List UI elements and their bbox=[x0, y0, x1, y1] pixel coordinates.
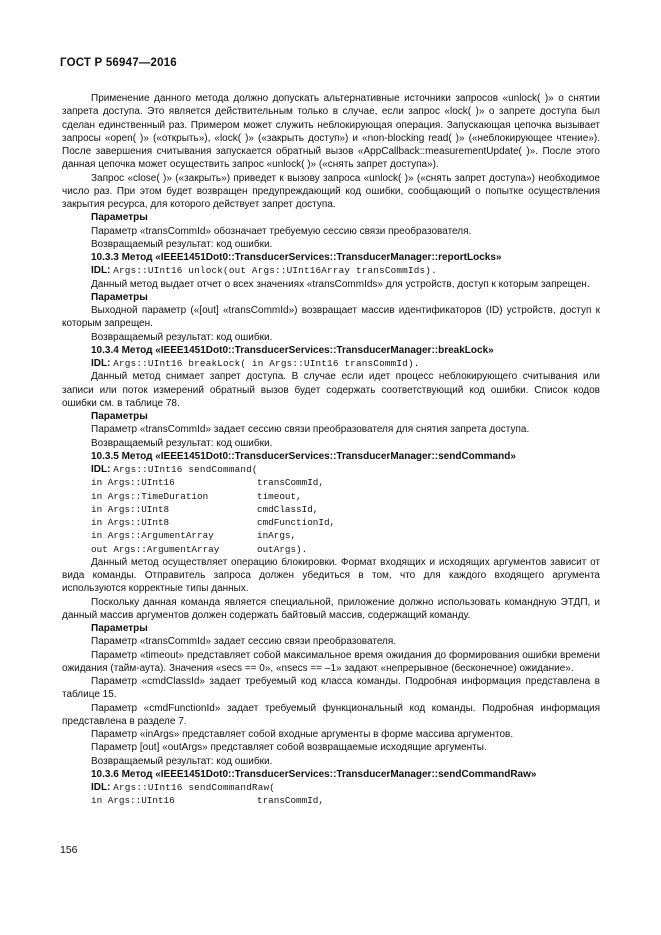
code-arg-line bbox=[62, 529, 600, 542]
code-arg-name: cmdFunctionId, bbox=[257, 517, 336, 528]
section-heading: Параметры bbox=[91, 623, 148, 634]
idl-line bbox=[62, 781, 600, 794]
code-arg-name: cmdClassId, bbox=[257, 503, 319, 515]
paragraph: Возвращаемый результат: код ошибки. bbox=[91, 331, 273, 343]
code-arg-line bbox=[62, 794, 600, 807]
code-arg-line bbox=[62, 476, 600, 489]
paragraph: Параметр [out] «outArgs» представляет собой возвращаемые исходящие аргументы. bbox=[91, 742, 487, 754]
idl-code: Args::UInt16 sendCommand( bbox=[113, 464, 258, 475]
paragraph: Параметр «inArgs» представляет собой входные аргументы в форме массива аргументов. bbox=[91, 729, 514, 740]
section-heading: 10.3.3 Метод «IEEE1451Dot0::TransducerServices::TransducerManager::reportLocks» bbox=[91, 252, 502, 263]
code-arg-line bbox=[62, 543, 600, 556]
document-body bbox=[62, 92, 600, 808]
code-arg-type: in Args::UInt8 bbox=[91, 503, 170, 515]
page-number: 156 bbox=[60, 844, 78, 856]
idl-code: Args::UInt16 unlock(out Args::UInt16Array transCommIds). bbox=[113, 265, 437, 277]
paragraph: Данный метод осуществляет операцию блокировки. Формат входящих и исходящих аргументов зависит от вида команды. Отправитель запроса должен убедиться в том, что для каждого входящего аргумента используются корректные типы данных. bbox=[62, 556, 600, 595]
section-heading: Параметры bbox=[91, 411, 148, 422]
paragraph: Параметр «cmdClassId» задает требуемый код класса команды. Подробная информация представлена в таблице 15. bbox=[62, 676, 600, 701]
section-heading: 10.3.5 Метод «IEEE1451Dot0::TransducerServices::TransducerManager::sendCommand» bbox=[91, 450, 516, 462]
idl-line bbox=[62, 264, 600, 277]
paragraph: Запрос «close( )» («закрыть») приведет к вызову запроса «unlock( )» («снять запрет доступа») необходимое число раз. При этом будет возвращен предупреждающий код ошибки, сообщающий о попытке осуществления закрытия ресурса, для которого действует запрет доступа. bbox=[62, 172, 600, 210]
paragraph: Поскольку данная команда является специальной, приложение должно использовать командную ЭТДП, и данный массив аргументов должен содержать байтовый массив, содержащий команду. bbox=[62, 596, 600, 621]
section-heading: Параметры bbox=[91, 291, 148, 303]
idl-code: Args::UInt16 breakLock( in Args::UInt16 transCommId). bbox=[113, 358, 420, 369]
paragraph: Данный метод выдает отчет о всех значениях «transCommIds» для устройств, доступ к которым запрещен. bbox=[91, 278, 590, 290]
paragraph: Выходной параметр («[out] «transCommId») возвращает массив идентификаторов (ID) устройств, доступ к которым запрещен. bbox=[62, 305, 600, 330]
paragraph: Возвращаемый результат: код ошибки. bbox=[91, 437, 273, 449]
paragraph: Параметр «transCommId» обозначает требуемую сессию связи преобразователя. bbox=[91, 225, 472, 237]
code-arg-name: timeout, bbox=[257, 490, 302, 502]
idl-line bbox=[62, 463, 600, 476]
paragraph: Параметр «transCommId» задает сессию связи преобразователя для снятия запрета доступа. bbox=[91, 424, 530, 436]
paragraph: Параметр «timeout» представляет собой максимальное время ожидания до формирования ошибки времени ожидания (тайм-аута). Значения «secs == 0», «nsecs == –1» задают «непрерывное (бесконечное) ожидание». bbox=[62, 649, 600, 674]
code-arg-line bbox=[62, 503, 600, 516]
code-arg-type: in Args::UInt16 bbox=[91, 477, 175, 489]
idl-label: IDL: bbox=[91, 358, 111, 369]
paragraph: Применение данного метода должно допускать альтернативные источники запросов «unlock( )» о снятии запрета доступа. Это является действительным только в случае, если запрос «lock( )» о запрете доступа был сделан единственный раз. Примером может служить неблокирующая операция. Запускающая цепочка вызывает запросы «open( )» («открыть»), «lock( )» («закрыть доступ») и «non-blocking read( )» («неблокирующее чтение»). После завершения считывания запускается обратный вызов «AppCallback::measurementUpdate( )». После этого данная цепочка может осуществить запрос «unlock( )» («снять запрет доступа»). bbox=[62, 93, 600, 171]
code-arg-name: transCommId, bbox=[257, 477, 324, 489]
section-heading: 10.3.6 Метод «IEEE1451Dot0::TransducerServices::TransducerManager::sendCommandRaw» bbox=[91, 768, 537, 780]
code-arg-type: in Args::UInt8 bbox=[91, 517, 170, 528]
code-arg-line bbox=[62, 516, 600, 529]
code-arg-line bbox=[62, 490, 600, 503]
paragraph: Параметр «transCommId» задает сессию связи преобразователя. bbox=[91, 636, 397, 648]
idl-label: IDL: bbox=[91, 464, 111, 475]
idl-line bbox=[62, 357, 600, 370]
code-arg-name: transCommId, bbox=[257, 795, 324, 807]
section-heading: Параметры bbox=[91, 212, 148, 224]
idl-label: IDL: bbox=[91, 265, 111, 277]
paragraph: Данный метод снимает запрет доступа. В случае если идет процесс неблокирующего считывания или записи или поток измерений обратный вызов будет содержать соответствующий код ошибки. Список кодов ошибки см. в таблице 78. bbox=[62, 371, 600, 409]
code-arg-type: in Args::TimeDuration bbox=[91, 490, 209, 502]
paragraph: Возвращаемый результат: код ошибки. bbox=[91, 755, 273, 767]
code-arg-type: in Args::UInt16 bbox=[91, 795, 175, 807]
code-arg-type: in Args::ArgumentArray bbox=[91, 530, 214, 542]
paragraph: Возвращаемый результат: код ошибки. bbox=[91, 238, 273, 250]
idl-label: IDL: bbox=[91, 782, 111, 793]
code-arg-type: out Args::ArgumentArray bbox=[91, 543, 220, 555]
code-arg-name: inArgs, bbox=[257, 530, 297, 542]
paragraph: Параметр «cmdFunctionId» задает требуемый функциональный код команды. Подробная информация представлена в разделе 7. bbox=[62, 702, 600, 727]
code-arg-name: outArgs). bbox=[257, 543, 308, 555]
document-header: ГОСТ Р 56947—2016 bbox=[60, 57, 177, 69]
section-heading: 10.3.4 Метод «IEEE1451Dot0::TransducerServices::TransducerManager::breakLock» bbox=[91, 344, 494, 356]
idl-code: Args::UInt16 sendCommandRaw( bbox=[113, 782, 276, 793]
